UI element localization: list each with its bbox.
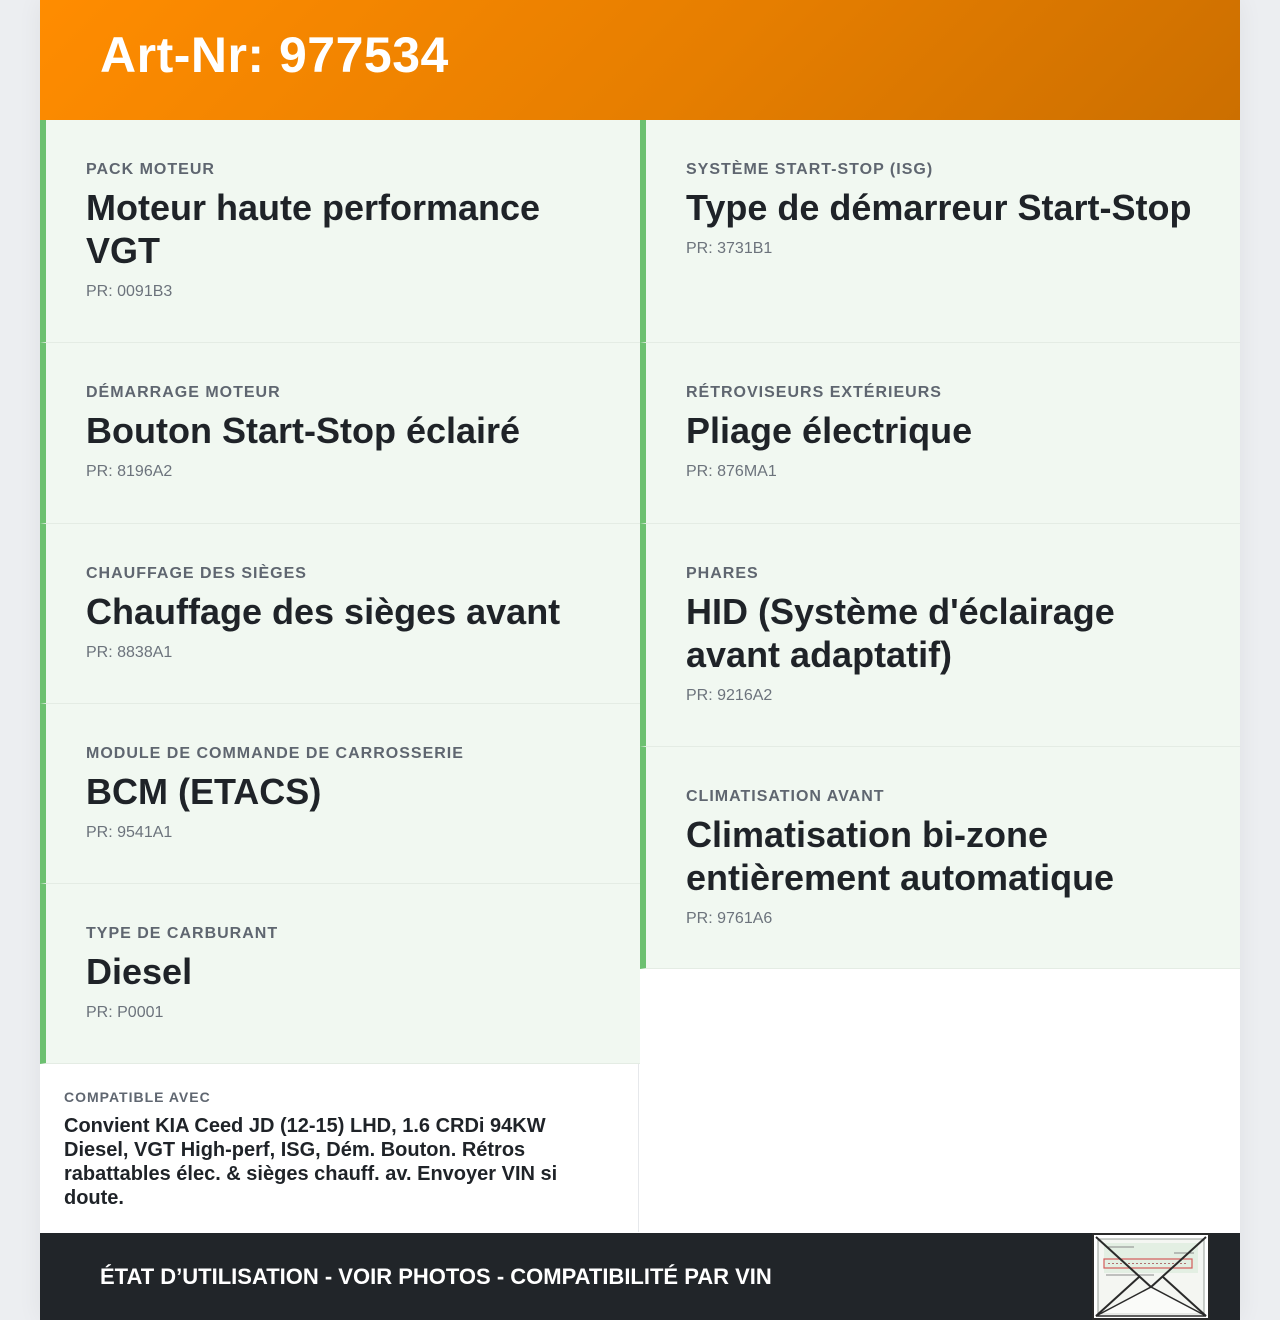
spec-pr-code: PR: 9216A2 (686, 687, 773, 704)
spec-pr-code: PR: P0001 (86, 1004, 164, 1021)
spec-category: PACK MOTEUR (86, 161, 215, 178)
spec-category: CLIMATISATION AVANT (686, 788, 885, 805)
spec-category: DÉMARRAGE MOTEUR (86, 384, 281, 401)
footer-message: ÉTAT D’UTILISATION - VOIR PHOTOS - COMPATIBILITÉ PAR VIN (100, 1264, 772, 1289)
spec-category: PHARES (686, 565, 759, 582)
spec-card-seat-heating (40, 524, 640, 704)
envelope-vin-document-graphic (1094, 1235, 1208, 1318)
product-sheet (40, 0, 1240, 1320)
spec-category: CHAUFFAGE DES SIÈGES (86, 565, 307, 582)
compatibility-section (40, 1064, 639, 1232)
spec-value: Pliage électrique (686, 410, 973, 451)
spec-pr-code: PR: 8838A1 (86, 644, 173, 661)
compatibility-text: Convient KIA Ceed JD (12-15) LHD, 1.6 CRDi 94KW Diesel, VGT High-perf, ISG, Dém. Bouton. Rétros rabattables élec. & sièges chauff. av. Envoyer VIN si doute. (64, 1115, 558, 1209)
spec-value: Diesel (86, 951, 193, 992)
spec-category: RÉTROVISEURS EXTÉRIEURS (686, 384, 942, 401)
spec-category: SYSTÈME START-STOP (ISG) (686, 161, 934, 178)
spec-pr-code: PR: 8196A2 (86, 463, 173, 480)
specs-left-column (40, 120, 640, 1064)
spec-value: BCM (ETACS) (86, 771, 322, 812)
spec-card-headlights (640, 524, 1240, 747)
spec-value: Climatisation bi-zone entièrement automatique (686, 814, 1115, 898)
spec-value: Chauffage des sièges avant (86, 591, 561, 632)
spec-pr-code: PR: 0091B3 (86, 283, 173, 300)
spec-card-engine-pack (40, 120, 640, 343)
spec-value: Bouton Start-Stop éclairé (86, 410, 521, 451)
spec-value: HID (Système d'éclairage avant adaptatif) (686, 591, 1115, 675)
article-number-title: Art-Nr: 977534 (100, 27, 449, 83)
spec-card-exterior-mirrors (640, 343, 1240, 524)
spec-pr-code: PR: 9761A6 (686, 910, 773, 927)
spec-card-front-climate (640, 747, 1240, 969)
specs-right-column (640, 120, 1240, 969)
spec-pr-code: PR: 3731B1 (686, 240, 773, 257)
spec-pr-code: PR: 9541A1 (86, 824, 173, 841)
spec-card-fuel-type (40, 884, 640, 1064)
spec-value: Type de démarreur Start-Stop (686, 187, 1192, 228)
spec-card-engine-start (40, 343, 640, 524)
compatibility-label: COMPATIBLE AVEC (64, 1089, 211, 1105)
spec-category: MODULE DE COMMANDE DE CARROSSERIE (86, 745, 464, 762)
header-banner (40, 0, 1240, 120)
spec-pr-code: PR: 876MA1 (686, 463, 777, 480)
footer-bar (40, 1233, 1240, 1320)
envelope-vin-document-icon (1092, 1233, 1210, 1320)
spec-category: TYPE DE CARBURANT (86, 925, 279, 942)
spec-value: Moteur haute performance VGT (86, 187, 541, 271)
spec-card-body-control-module (40, 704, 640, 884)
spec-card-start-stop-system (640, 120, 1240, 343)
